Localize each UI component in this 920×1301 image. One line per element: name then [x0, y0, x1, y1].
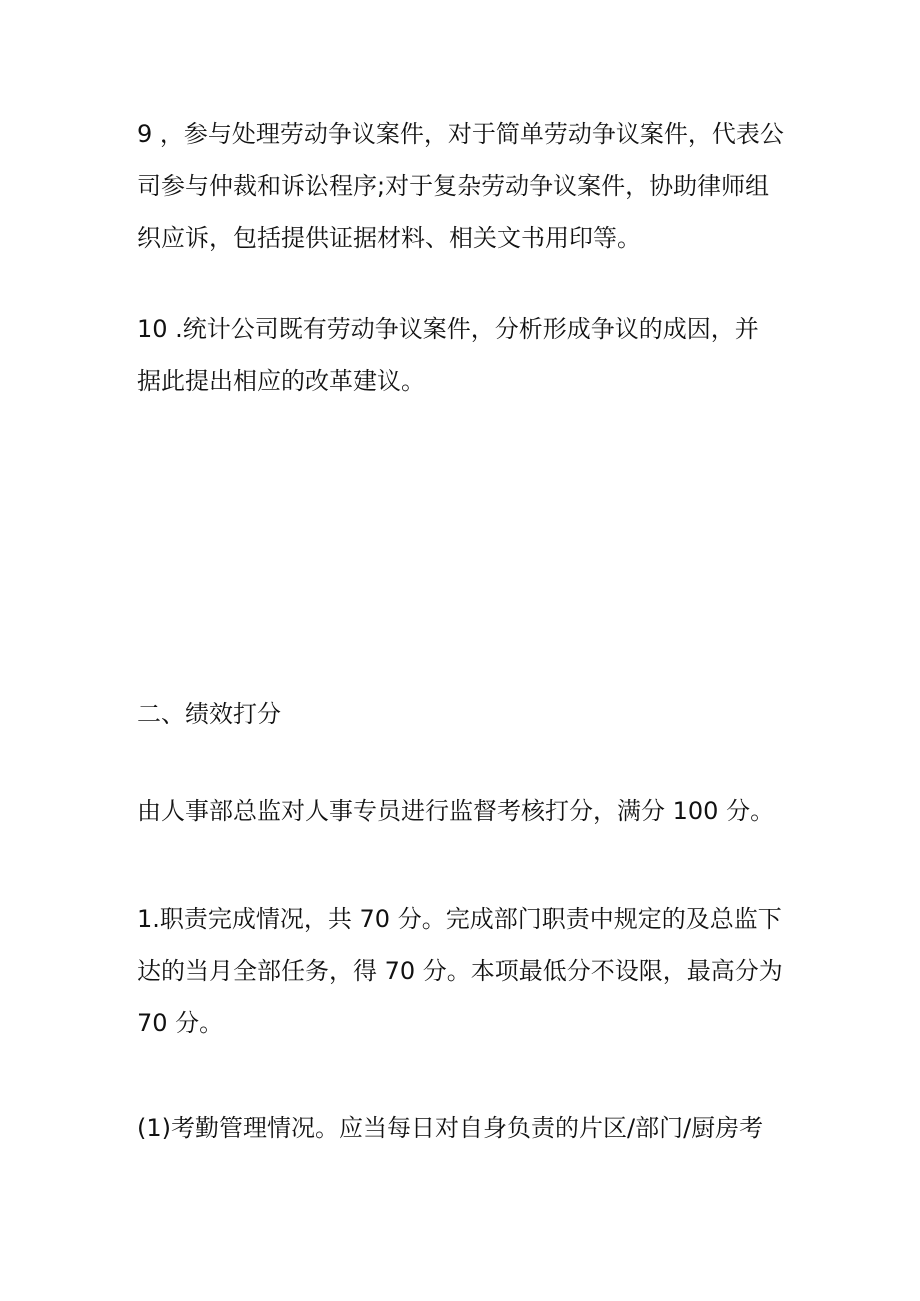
- text-line: 由人事部总监对人事专员进行监督考核打分，满分 100 分。: [137, 797, 775, 825]
- paragraph-item-10: [137, 303, 792, 407]
- text-line: 1.职责完成情况，共 70 分。完成部门职责中规定的及总监下: [137, 905, 782, 933]
- paragraph-scoring-intro: [137, 785, 792, 837]
- text-line: 据此提出相应的改革建议。: [137, 367, 425, 395]
- heading-text: 二、绩效打分: [137, 700, 281, 728]
- text-line: 织应诉，包括提供证据材料、相关文书用印等。: [137, 224, 641, 252]
- text-line: 达的当月全部任务，得 70 分。本项最低分不设限，最高分为: [137, 957, 783, 985]
- text-line: 70 分。: [137, 1009, 224, 1037]
- text-line: (1)考勤管理情况。应当每日对自身负责的片区/部门/厨房考: [137, 1114, 764, 1142]
- paragraph-duty-completion: [137, 893, 792, 1049]
- text-line: 9 ，参与处理劳动争议案件，对于简单劳动争议案件，代表公: [137, 120, 784, 148]
- paragraph-item-9: [137, 108, 792, 264]
- text-line: 司参与仲裁和诉讼程序;对于复杂劳动争议案件，协助律师组: [137, 172, 770, 200]
- section-heading-performance: [137, 688, 792, 740]
- paragraph-attendance-management: [137, 1102, 792, 1154]
- text-line: 10 .统计公司既有劳动争议案件，分析形成争议的成因，并: [137, 315, 759, 343]
